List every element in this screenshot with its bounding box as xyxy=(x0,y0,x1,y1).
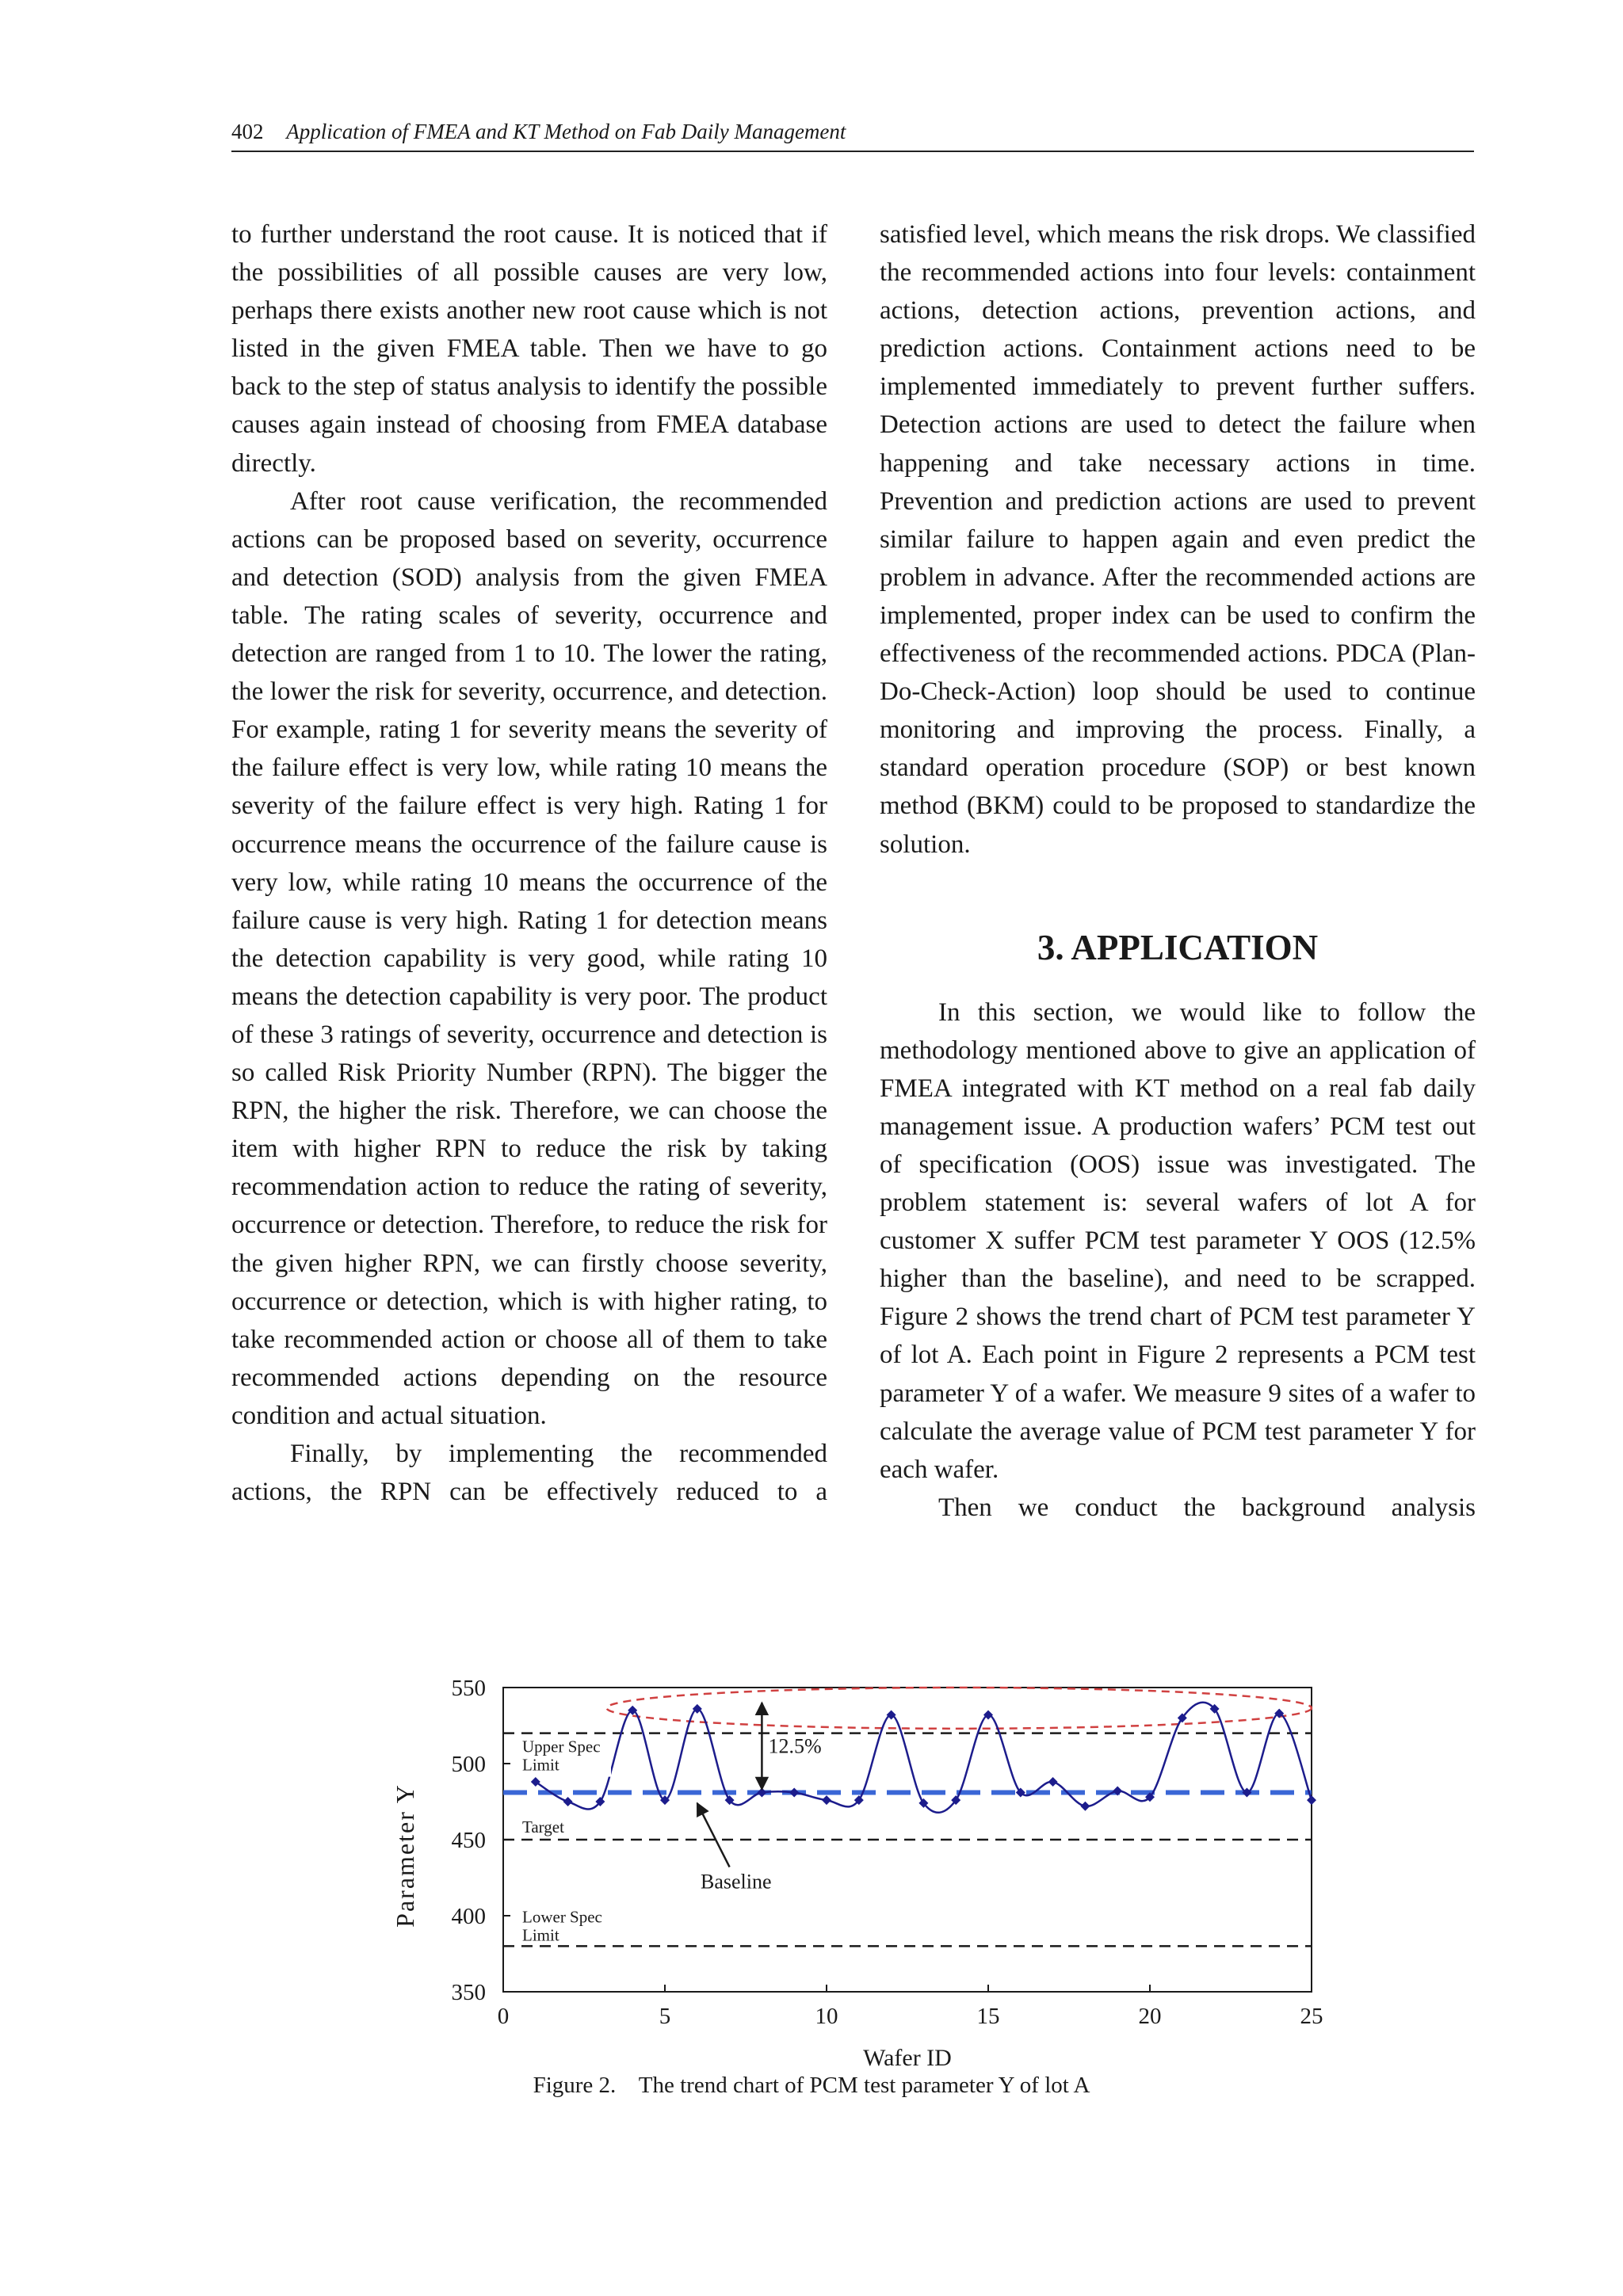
data-point xyxy=(563,1797,573,1806)
x-axis-label: Wafer ID xyxy=(863,2045,952,2071)
target-label: Target xyxy=(522,1817,564,1836)
left-paragraph-1: to further understand the root cause. It is noticed that if the possibilities of all possible causes are very low, perhaps there exists another new root cause which is not listed in the given FMEA table. Then we have to go back to the step of status analysis to identify the possible causes again instead of choosing from FMEA database directly. xyxy=(231,220,827,478)
data-point xyxy=(1307,1795,1316,1805)
left-column xyxy=(231,215,827,1511)
baseline-label: Baseline xyxy=(700,1870,772,1894)
left-paragraph-3: Finally, by implementing the recommended actions, the RPN can be effectively reduced to a xyxy=(231,1440,827,1507)
y-tick-label: 450 xyxy=(451,1828,486,1853)
data-point xyxy=(1080,1802,1090,1811)
x-tick-label: 10 xyxy=(815,2004,838,2029)
x-tick-label: 0 xyxy=(497,2004,510,2029)
baseline-pointer-arrow xyxy=(697,1803,730,1867)
left-paragraph-2: After root cause verification, the recommended actions can be proposed based on severity, occurrence and detection (SOD) analysis from the given FMEA table. The rating scales of severity, occurrence and detection are ranged from 1 to 10. The lower the rating, the lower the risk for severity, occurrence, and detection. For example, rating 1 for severity means the severity of the failure effect is very low, while rating 10 means the severity of the failure effect is very high. Rating 1 for occurrence means the occurrence of the failure cause is very low, while rating 10 means the occurrence of the failure cause is very high. Rating 1 for detection means the detection capability is very good, while rating 10 means the detection capability is very poor. The product of these 3 ratings of severity, occurrence and detection is so called Risk Priority Number (RPN). The bigger the RPN, the higher the risk. Therefore, we can choose the item with higher RPN to reduce the risk by taking recommendation action to reduce the rating of severity, occurrence or detection. Therefore, to reduce the risk for the given higher RPN, we can firstly choose severity, occurrence or detection, which is with higher rating, to take recommended action or choose all of them to take recommended actions depending on the resource condition and actual situation. xyxy=(231,486,827,1430)
y-axis-label: Parameter Y xyxy=(391,1783,419,1928)
percent-label: 12.5% xyxy=(768,1734,822,1758)
y-tick-label: 500 xyxy=(451,1752,486,1777)
right-paragraph-2: In this section, we would like to follow the methodology mentioned above to give an application of FMEA integrated with KT method on a real fab daily management issue. A production wafers’ PCM test out of specification (OOS) issue was investigated. The problem statement is: several wafers of lot A for customer X suffer PCM test parameter Y OOS (12.5% higher than the baseline), and need to be scrapped. Figure 2 shows the trend chart of PCM test parameter Y of lot A. Each point in Figure 2 represents a PCM test parameter Y of a wafer. We measure 9 sites of a wafer to calculate the average value of PCM test parameter Y for each wafer. xyxy=(880,997,1476,1484)
right-paragraph-1: satisfied level, which means the risk drops. We classified the recommended actions into four levels: containment actions, detection actions, prevention actions, and prediction actions. Containment actions need to be implemented immediately to prevent further suffers. Detection actions are used to detect the failure when happening and take necessary actions in time. Prevention and prediction actions are used to prevent similar failure to happen again and even predict the problem in advance. After the recommended actions are implemented, proper index can be used to confirm the effectiveness of the recommended actions. PDCA (Plan-Do-Check-Action) loop should be used to continue monitoring and improving the process. Finally, a standard operation procedure (SOP) or best known method (BKM) could to be proposed to standardize the solution. xyxy=(880,220,1476,859)
data-point xyxy=(822,1795,831,1805)
y-tick-label: 550 xyxy=(451,1676,486,1701)
lower-spec-limit-label: Lower Spec xyxy=(522,1907,602,1927)
highlight-ellipse xyxy=(607,1688,1312,1729)
x-tick-label: 5 xyxy=(659,2004,671,2029)
running-header xyxy=(231,116,1474,152)
lower-spec-limit-label: Limit xyxy=(522,1925,559,1945)
running-title: Application of FMEA and KT Method on Fab Daily Management xyxy=(286,120,846,143)
y-tick-label: 400 xyxy=(451,1904,486,1929)
data-point xyxy=(789,1787,799,1797)
right-column xyxy=(880,215,1476,1527)
data-point xyxy=(1048,1777,1058,1787)
right-paragraph-3: Then we conduct the background analysis xyxy=(938,1493,1476,1522)
trend-chart xyxy=(380,1664,1331,2107)
figure-2 xyxy=(380,1664,1331,2107)
figure-caption: Figure 2. The trend chart of PCM test parameter Y of lot A xyxy=(533,2073,1090,2098)
y-tick-label: 350 xyxy=(451,1980,486,2005)
x-tick-label: 15 xyxy=(976,2004,1000,2029)
section-heading: 3. APPLICATION xyxy=(1037,927,1319,967)
upper-spec-limit-label: Limit xyxy=(522,1755,559,1775)
page-number: 402 xyxy=(231,120,264,143)
x-tick-label: 25 xyxy=(1300,2004,1323,2029)
upper-spec-limit-label: Upper Spec xyxy=(522,1737,601,1756)
x-tick-label: 20 xyxy=(1138,2004,1162,2029)
